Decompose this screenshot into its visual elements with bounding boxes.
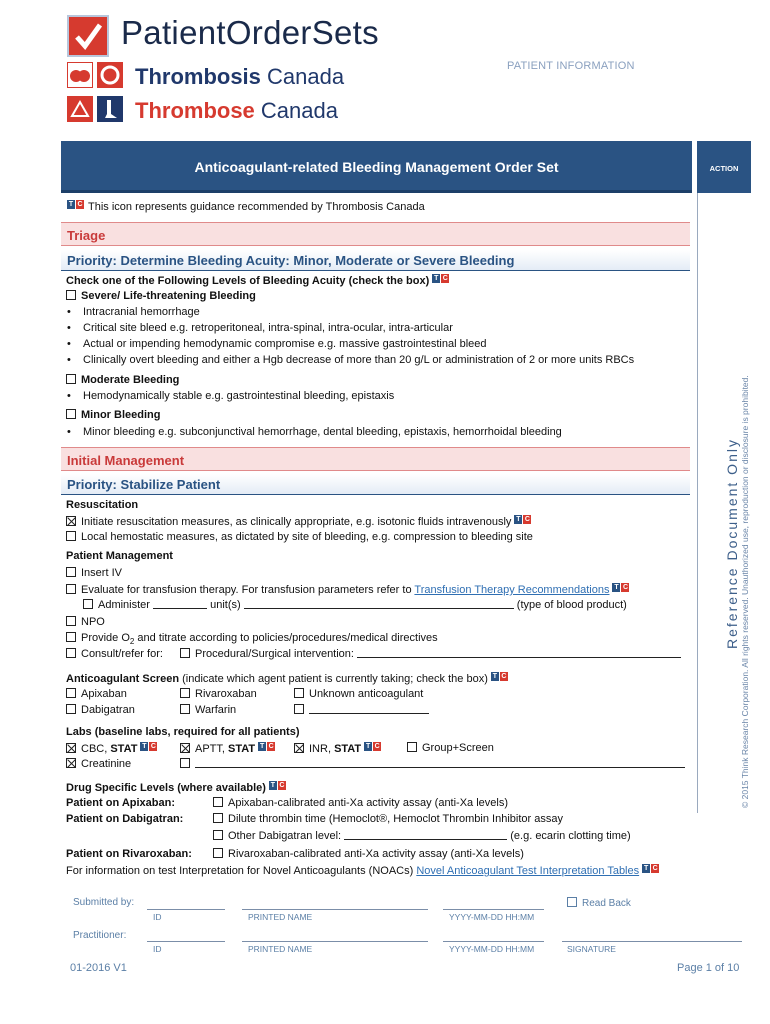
page-title: Anticoagulant-related Bleeding Management Order Set [194,159,559,175]
tc-guidance-icon: T C [270,782,285,789]
title-banner [61,141,692,193]
tc-guidance-icon: T C [643,865,658,872]
dabigatran-checkbox[interactable] [66,704,76,714]
list-item: • Critical site bleed e.g. retroperitoneal, intra-spinal, intra-ocular, intra-articular [83,322,453,335]
dilute-thrombin-option[interactable]: Dilute thrombin time (Hemoclot®, Hemoclot Thrombin Inhibitor assay [213,813,563,826]
patient-information-label: PATIENT INFORMATION [507,60,635,72]
oxygen-option[interactable]: Provide $O_2$ and titrate according to policies/procedures/medical directives [66,632,438,648]
npo-option[interactable]: NPO [66,616,105,629]
rivaroxaban-checkbox[interactable] [180,688,190,698]
warfarin-checkbox[interactable] [180,704,190,714]
tc-guidance-icon: T C [434,275,448,282]
warfarin-option[interactable]: Warfarin [180,704,236,717]
action-label: ACTION [709,164,739,173]
procedural-option[interactable]: Procedural/Surgical intervention: [180,648,681,661]
submitted-by-label: Submitted by: [73,897,135,908]
labs-title: Labs (baseline labs, required for all patients) [66,726,300,738]
creatinine-option[interactable]: Creatinine [66,758,131,771]
drug-levels-title: Drug Specific Levels (where available) T C [66,782,285,794]
resuscitation-option-2[interactable]: Local hemostatic measures, as dictated by site of bleeding, e.g. compression to bleeding site [66,531,533,544]
signature-caption: SIGNATURE [567,944,616,954]
thrombosis-canada-logo-icon [67,62,127,126]
read-back-option[interactable]: Read Back [567,897,631,909]
resuscitation-option-1[interactable]: Initiate resuscitation measures, as clinically appropriate, e.g. isotonic fluids intravenously T C [66,515,531,529]
on-apixaban-label: Patient on Apixaban: [66,797,175,809]
page-number: Page 1 of 10 [677,962,740,974]
other-dabigatran-field[interactable] [344,830,507,840]
apixaban-option[interactable]: Apixaban [66,688,127,701]
blood-product-field[interactable] [244,599,514,609]
other-dabigatran-option[interactable]: Other Dabigatran level: (e.g. ecarin clotting time) [213,830,631,843]
practitioner-signature-line[interactable] [562,941,742,942]
administer-option[interactable]: Administer unit(s) (type of blood product) [83,599,627,612]
org-name-fr: Thrombose Canada [135,98,338,123]
minor-bleeding-option[interactable]: Minor Bleeding [66,409,160,422]
other-anticoagulant-checkbox[interactable] [294,704,304,714]
other-lab-field[interactable] [195,758,685,768]
list-item: • Clinically overt bleeding and either a Hgb decrease of more than 20 g/L or administration of 2 or more units RBCs [83,354,634,367]
practitioner-label: Practitioner: [73,930,127,941]
action-column-divider [697,193,698,813]
resuscitation-checkbox-1[interactable] [66,516,76,526]
apixaban-checkbox[interactable] [66,688,76,698]
tc-guidance-icon: T C [614,584,628,591]
priority-triage: Priority: Determine Bleeding Acuity: Minor, Moderate or Severe Bleeding [61,250,690,271]
apixaban-assay-option[interactable]: Apixaban-calibrated anti-Xa activity assay (anti-Xa levels) [213,797,508,810]
reference-document-watermark: Reference Document Only [724,438,740,649]
submitted-name-line[interactable] [242,909,428,910]
resuscitation-checkbox-2[interactable] [66,531,76,541]
submitted-id-line[interactable] [147,909,225,910]
on-dabigatran-label: Patient on Dabigatran: [66,813,184,825]
practitioner-datetime-line[interactable] [443,941,544,942]
tc-icon-note: T C This icon represents guidance recommended by Thrombosis Canada [68,201,425,213]
org-name-en: Thrombosis Canada [135,64,345,89]
patient-management-title: Patient Management [66,550,173,562]
unknown-checkbox[interactable] [294,688,304,698]
dilute-thrombin-checkbox[interactable] [213,813,223,823]
noac-tables-link[interactable]: Novel Anticoagulant Test Interpretation Tables [416,865,640,877]
tc-guidance-icon: T C [259,743,274,750]
triage-instruction: Check one of the Following Levels of Bleeding Acuity (check the box) T C [66,275,448,287]
practitioner-id-line[interactable] [147,941,225,942]
dabigatran-option[interactable]: Dabigatran [66,704,135,717]
units-field[interactable] [153,599,207,609]
group-screen-checkbox[interactable] [407,742,417,752]
severe-checkbox[interactable] [66,290,76,300]
list-item: • Minor bleeding e.g. subconjunctival hemorrhage, dental bleeding, epistaxis, hemorrhoidal bleeding [83,426,562,439]
id-caption: ID [153,944,162,954]
apixaban-assay-checkbox[interactable] [213,797,223,807]
insert-iv-option[interactable]: Insert IV [66,567,122,580]
rivaroxaban-assay-option[interactable]: Rivaroxaban-calibrated anti-Xa activity assay (anti-Xa levels) [213,848,524,861]
practitioner-name-line[interactable] [242,941,428,942]
procedural-field[interactable] [357,648,681,658]
aptt-checkbox[interactable] [180,743,190,753]
copyright-notice: © 2015 Think Research Corporation. All rights reserved. Unauthorized use, reproduction or disclosure is prohibited. [740,375,750,808]
printed-name-caption: PRINTED NAME [248,944,313,954]
order-sets-logo-icon [67,15,109,57]
minor-checkbox[interactable] [66,409,76,419]
other-lab-checkbox[interactable] [180,758,190,768]
rivaroxaban-option[interactable]: Rivaroxaban [180,688,257,701]
cbc-checkbox[interactable] [66,743,76,753]
other-anticoagulant-field[interactable] [309,704,429,714]
aptt-option[interactable]: APTT, STAT T C [180,742,275,756]
insert-iv-checkbox[interactable] [66,567,76,577]
brand-title: PatientOrderSets [121,14,379,51]
unknown-anticoagulant-option[interactable]: Unknown anticoagulant [294,688,423,701]
moderate-checkbox[interactable] [66,374,76,384]
tc-guidance-icon: T C [68,201,83,208]
cbc-option[interactable]: CBC, STAT T C [66,742,157,756]
creatinine-checkbox[interactable] [66,758,76,768]
printed-name-caption: PRINTED NAME [248,912,313,922]
noac-info-line: For information on test Interpretation for Novel Anticoagulants (NOACs) Novel Anticoagulant Test Interpretation Tables T C [66,865,658,877]
consult-option[interactable]: Consult/refer for: [66,648,163,661]
npo-checkbox[interactable] [66,616,76,626]
version-label: 01-2016 V1 [70,962,127,974]
datetime-caption: YYYY-MM-DD HH:MM [449,912,535,922]
consult-checkbox[interactable] [66,648,76,658]
rivaroxaban-assay-checkbox[interactable] [213,848,223,858]
transfusion-link[interactable]: Transfusion Therapy Recommendations [414,584,610,596]
section-initial-management: Initial Management [61,447,690,471]
other-anticoagulant-option[interactable] [294,704,429,717]
group-screen-option[interactable]: Group+Screen [407,742,494,755]
procedural-checkbox[interactable] [180,648,190,658]
action-column-header [697,141,751,193]
submitted-datetime-line[interactable] [443,909,544,910]
tc-guidance-icon: T C [366,743,380,750]
anticoagulant-screen-title: Anticoagulant Screen (indicate which agent patient is currently taking; check the box) T C [66,673,507,685]
inr-checkbox[interactable] [294,743,304,753]
datetime-caption: YYYY-MM-DD HH:MM [449,944,535,954]
moderate-bleeding-option[interactable]: Moderate Bleeding [66,374,179,387]
id-caption: ID [153,912,162,922]
other-dabigatran-checkbox[interactable] [213,830,223,840]
section-triage: Triage [61,222,690,246]
transfusion-checkbox[interactable] [66,584,76,594]
oxygen-checkbox[interactable] [66,632,76,642]
inr-option[interactable]: INR, STAT T C [294,742,381,756]
tc-guidance-icon: T C [516,516,530,523]
transfusion-option[interactable]: Evaluate for transfusion therapy. For transfusion parameters refer to Transfusion Therapy Recommendations T C [66,583,629,597]
other-lab-option[interactable] [180,758,685,771]
tc-guidance-icon: T C [492,673,507,680]
list-item: • Hemodynamically stable e.g. gastrointestinal bleeding, epistaxis [83,390,394,403]
administer-checkbox[interactable] [83,599,93,609]
read-back-checkbox[interactable] [567,897,577,907]
on-rivaroxaban-label: Patient on Rivaroxaban: [66,848,192,860]
priority-stabilize: Priority: Stabilize Patient [61,474,690,495]
list-item: • Intracranial hemorrhage [83,306,200,319]
severe-bleeding-option[interactable]: Severe/ Life-threatening Bleeding [66,290,256,303]
resuscitation-title: Resuscitation [66,499,139,511]
list-item: • Actual or impending hemodynamic compromise e.g. massive gastrointestinal bleed [83,338,487,351]
tc-guidance-icon: T C [142,743,156,750]
